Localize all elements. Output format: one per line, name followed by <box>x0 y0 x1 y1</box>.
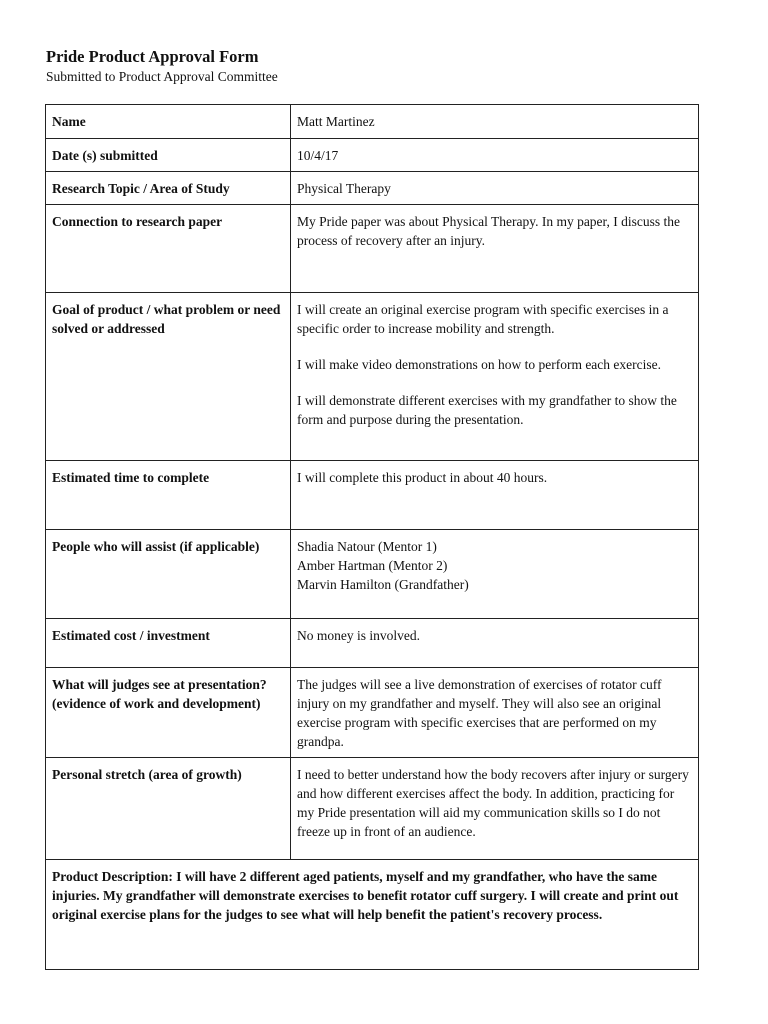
form-subtitle: Submitted to Product Approval Committee <box>46 69 278 84</box>
value-text: I need to better understand how the body recovers after injury or surgery and how different exercises affect the body. In addition, practicing for my Pride presentation will aid my communication skills so I do not freeze up in front of an audience. <box>297 767 689 839</box>
label-personal-stretch: Personal stretch (area of growth) <box>46 758 291 860</box>
row-research-topic <box>46 172 699 205</box>
label-judges-see: What will judges see at presentation? (evidence of work and development) <box>46 668 291 758</box>
label-date-submitted: Date (s) submitted <box>46 139 291 172</box>
assistant-name: Amber Hartman (Mentor 2) <box>297 558 448 573</box>
value-text: I will complete this product in about 40 hours. <box>297 470 548 485</box>
row-name <box>46 105 699 139</box>
value-text: 10/4/17 <box>297 148 339 163</box>
label-people-assist: People who will assist (if applicable) <box>46 530 291 619</box>
label-name: Name <box>46 105 291 139</box>
row-people-assist <box>46 530 699 619</box>
value-text: My Pride paper was about Physical Therapy. In my paper, I discuss the process of recovery after an injury. <box>297 214 680 248</box>
label-goal: Goal of product / what problem or need solved or addressed <box>46 293 291 461</box>
value-text: Matt Martinez <box>297 114 375 129</box>
value-people-assist <box>291 530 699 619</box>
label-research-topic: Research Topic / Area of Study <box>46 172 291 205</box>
label-connection: Connection to research paper <box>46 205 291 293</box>
label-estimated-cost: Estimated cost / investment <box>46 619 291 668</box>
form-title: Pride Product Approval Form <box>46 47 259 66</box>
row-product-description <box>46 860 699 970</box>
value-text: No money is involved. <box>297 628 420 643</box>
value-date-submitted <box>291 139 699 172</box>
value-paragraph: I will create an original exercise program with specific exercises in a specific order to increase mobility and strength. <box>297 302 669 336</box>
row-date-submitted <box>46 139 699 172</box>
row-estimated-time <box>46 461 699 530</box>
label-estimated-time: Estimated time to complete <box>46 461 291 530</box>
value-judges-see <box>291 668 699 758</box>
value-estimated-cost <box>291 619 699 668</box>
product-description: Product Description: I will have 2 different aged patients, myself and my grandfather, who have the same injuries. My grandfather will demonstrate exercises to benefit rotator cuff surgery. I will create and print out original exercise plans for the judges to see what will help benefit the patient's recovery process. <box>46 860 699 970</box>
value-estimated-time <box>291 461 699 530</box>
row-judges-see <box>46 668 699 758</box>
value-text: The judges will see a live demonstration of exercises of rotator cuff injury on my grandfather and myself. They will also see an original exercise program with specific exercises that are performed on my grandpa. <box>297 677 662 749</box>
value-paragraph: I will make video demonstrations on how to perform each exercise. <box>297 357 662 372</box>
approval-form-table <box>45 104 699 970</box>
row-personal-stretch <box>46 758 699 860</box>
assistant-name: Marvin Hamilton (Grandfather) <box>297 577 469 592</box>
value-text: Physical Therapy <box>297 181 391 196</box>
row-estimated-cost <box>46 619 699 668</box>
row-goal <box>46 293 699 461</box>
value-name <box>291 105 699 139</box>
value-paragraph: I will demonstrate different exercises with my grandfather to show the form and purpose during the presentation. <box>297 393 677 427</box>
assistant-name: Shadia Natour (Mentor 1) <box>297 539 437 554</box>
value-research-topic <box>291 172 699 205</box>
value-personal-stretch <box>291 758 699 860</box>
value-connection <box>291 205 699 293</box>
value-goal <box>291 293 699 461</box>
row-connection <box>46 205 699 293</box>
